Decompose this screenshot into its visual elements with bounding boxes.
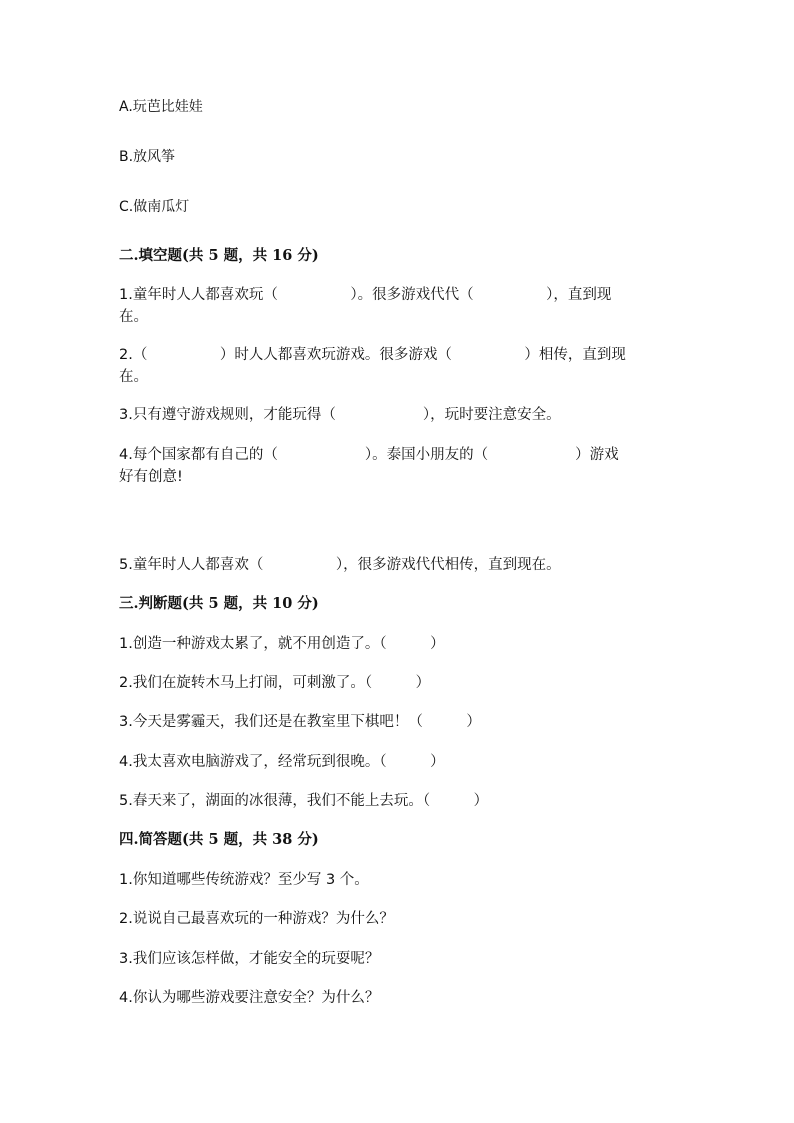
fill-question-2-line-2: 在。 xyxy=(119,369,148,385)
fill-question-4-line-2: 好有创意! xyxy=(119,469,183,485)
option-c: C.做南瓜灯 xyxy=(119,199,190,215)
fill-question-1-line-2: 在。 xyxy=(119,309,148,325)
option-a: A.玩芭比娃娃 xyxy=(119,99,203,115)
section-heading-short-answer: 四.简答题(共 5 题，共 38 分) xyxy=(119,831,319,848)
short-answer-item: 4.你认为哪些游戏要注意安全？为什么？ xyxy=(119,990,380,1006)
short-answer-item: 2.说说自己最喜欢玩的一种游戏？为什么？ xyxy=(119,911,394,927)
short-answer-item: 1.你知道哪些传统游戏？至少写 3 个。 xyxy=(119,872,369,888)
fill-question-5: 5.童年时人人都喜欢（ ），很多游戏代代相传，直到现在。 xyxy=(119,557,561,573)
section-heading-judgement: 三.判断题(共 5 题，共 10 分) xyxy=(119,595,319,612)
judgement-item: 3.今天是雾霾天，我们还是在教室里下棋吧！（ ） xyxy=(119,714,481,730)
fill-question-3: 3.只有遵守游戏规则，才能玩得（ ），玩时要注意安全。 xyxy=(119,407,561,423)
fill-question-1-line-1: 1.童年时人人都喜欢玩（ ）。很多游戏代代（ ），直到现 xyxy=(119,287,612,303)
judgement-item: 4.我太喜欢电脑游戏了，经常玩到很晚。（ ） xyxy=(119,754,445,770)
section-heading-fill-blank: 二.填空题(共 5 题，共 16 分) xyxy=(119,247,319,264)
judgement-item: 1.创造一种游戏太累了，就不用创造了。（ ） xyxy=(119,636,445,652)
fill-question-2-line-1: 2.（ ）时人人都喜欢玩游戏。很多游戏（ ）相传，直到现 xyxy=(119,347,626,363)
judgement-item: 2.我们在旋转木马上打闹，可刺激了。（ ） xyxy=(119,675,431,691)
judgement-item: 5.春天来了，湖面的冰很薄，我们不能上去玩。（ ） xyxy=(119,793,489,809)
short-answer-item: 3.我们应该怎样做，才能安全的玩耍呢？ xyxy=(119,951,380,967)
option-b: B.放风筝 xyxy=(119,149,176,165)
fill-question-4-line-1: 4.每个国家都有自己的（ ）。泰国小朋友的（ ）游戏 xyxy=(119,447,619,463)
